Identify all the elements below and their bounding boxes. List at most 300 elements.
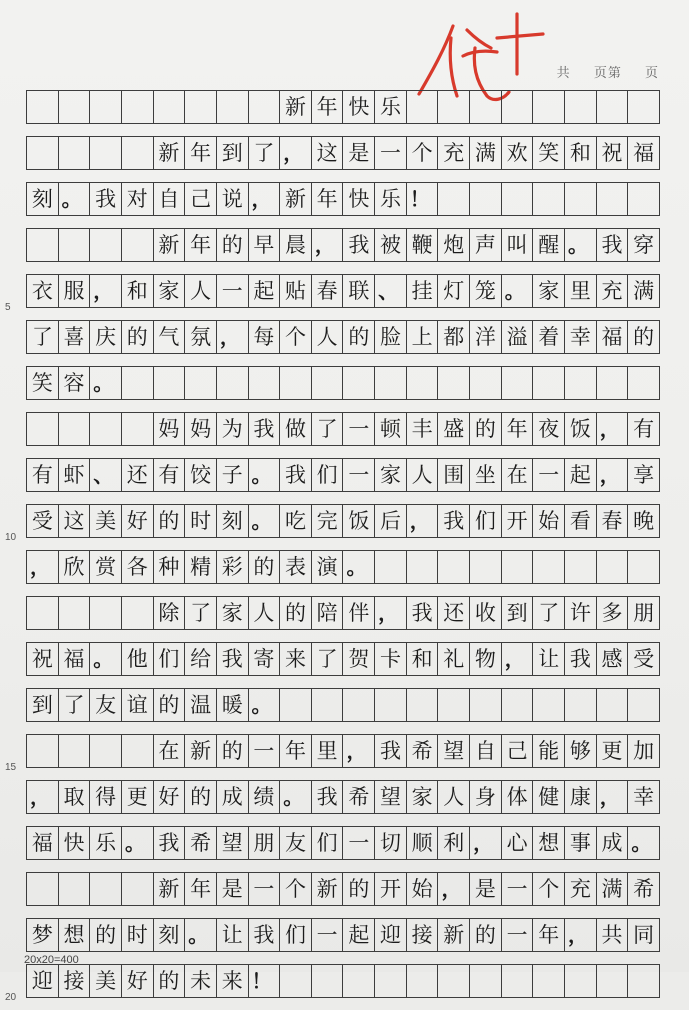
grid-cell: 年: [312, 91, 344, 123]
grid-cell: [312, 367, 344, 399]
grid-cell: 希: [343, 781, 375, 813]
grid-cell: 笑: [27, 367, 59, 399]
grid-cell: 来: [217, 965, 249, 997]
grid-cell: [533, 91, 565, 123]
grid-cell: [27, 229, 59, 261]
grid-cell: 家: [533, 275, 565, 307]
grid-row: [26, 366, 660, 400]
grid-cell: 我: [312, 781, 344, 813]
grid-cell: ，: [343, 735, 375, 767]
grid-cell: 时: [185, 505, 217, 537]
grid-cell: 一: [312, 919, 344, 951]
grid-cell: 后: [375, 505, 407, 537]
grid-row: [5, 964, 660, 1003]
grid-cell: [533, 551, 565, 583]
grid-cell: 家: [407, 781, 439, 813]
grid-cell: 洋: [470, 321, 502, 353]
grid-row: [26, 412, 660, 446]
grid-cell: [407, 965, 439, 997]
grid-cell: [59, 735, 91, 767]
grid-cell: 迎: [375, 919, 407, 951]
grid-cell: 满: [470, 137, 502, 169]
grid-cell: 笼: [470, 275, 502, 307]
grid-cell: 美: [90, 505, 122, 537]
grid-cell: [343, 689, 375, 721]
grid-row: [26, 458, 660, 492]
grid-cell: 接: [407, 919, 439, 951]
grid-cell: 共: [597, 919, 629, 951]
grid-cell: [375, 367, 407, 399]
grid-cell: [502, 91, 534, 123]
grid-cell: 妈: [185, 413, 217, 445]
grid-cell: 我: [249, 919, 281, 951]
grid-cell: [628, 551, 660, 583]
grid-cell: 妈: [154, 413, 186, 445]
grid-cell: 贺: [343, 643, 375, 675]
grid-cell: [597, 183, 629, 215]
grid-cell: 开: [502, 505, 534, 537]
grid-cell: 我: [280, 459, 312, 491]
grid-cell: [502, 551, 534, 583]
grid-cell: 美: [90, 965, 122, 997]
grid-cell: [122, 137, 154, 169]
grid-cell: 我: [154, 827, 186, 859]
grid-cell: 还: [122, 459, 154, 491]
grid-cell: [122, 413, 154, 445]
grid-cell: [533, 367, 565, 399]
grid-cell: [438, 367, 470, 399]
grid-cell: [90, 735, 122, 767]
grid-cell: 家: [217, 597, 249, 629]
grid-cell: [628, 689, 660, 721]
grid-cell: [27, 91, 59, 123]
grid-cell: [249, 367, 281, 399]
grid-cell: 许: [565, 597, 597, 629]
grid-row: [5, 274, 660, 313]
grid-cell: 人: [185, 275, 217, 307]
grid-row: [26, 596, 660, 630]
grid-cell: 望: [438, 735, 470, 767]
grid-cell: [470, 551, 502, 583]
grid-cell: [312, 965, 344, 997]
grid-cell: ，: [597, 459, 629, 491]
grid-cell: 里: [312, 735, 344, 767]
grid-cell: [280, 689, 312, 721]
grid-cell: 暖: [217, 689, 249, 721]
grid-cell: 饭: [565, 413, 597, 445]
grid-cell: 同: [628, 919, 660, 951]
grid-row: [26, 320, 660, 354]
grid-cell: 谊: [122, 689, 154, 721]
grid-cell: 身: [470, 781, 502, 813]
grid-cell: [375, 965, 407, 997]
grid-capacity-label: 20x20=400: [24, 954, 79, 966]
grid-cell: 的: [122, 321, 154, 353]
grid-cell: 感: [597, 643, 629, 675]
grid-cell: 被: [375, 229, 407, 261]
grid-cell: 完: [312, 505, 344, 537]
grid-cell: ，: [90, 275, 122, 307]
grid-cell: 温: [185, 689, 217, 721]
grid-cell: 有: [628, 413, 660, 445]
grid-cell: [565, 551, 597, 583]
grid-cell: 乐: [90, 827, 122, 859]
grid-cell: 礼: [438, 643, 470, 675]
grid-cell: 为: [217, 413, 249, 445]
grid-cell: [27, 873, 59, 905]
grid-cell: 够: [565, 735, 597, 767]
grid-cell: [154, 91, 186, 123]
grid-cell: [27, 735, 59, 767]
grid-cell: 到: [27, 689, 59, 721]
grid-cell: [565, 91, 597, 123]
grid-cell: 他: [122, 643, 154, 675]
grid-cell: 事: [565, 827, 597, 859]
grid-cell: 一: [533, 459, 565, 491]
grid-cell: 。: [90, 643, 122, 675]
grid-cell: 。: [628, 827, 660, 859]
grid-cell: [565, 367, 597, 399]
grid-cell: [27, 137, 59, 169]
grid-cell: 在: [154, 735, 186, 767]
grid-cell: ，: [280, 137, 312, 169]
grid-cell: 有: [27, 459, 59, 491]
grid-cell: 希: [628, 873, 660, 905]
grid-cell: 希: [407, 735, 439, 767]
grid-cell: 了: [249, 137, 281, 169]
grid-cell: 除: [154, 597, 186, 629]
grid-row: [26, 688, 660, 722]
grid-cell: ，: [597, 781, 629, 813]
grid-cell: [470, 367, 502, 399]
grid-cell: [565, 965, 597, 997]
grid-cell: 了: [27, 321, 59, 353]
grid-cell: 晨: [280, 229, 312, 261]
grid-cell: 充: [565, 873, 597, 905]
grid-cell: 己: [185, 183, 217, 215]
grid-cell: 一: [502, 919, 534, 951]
grid-cell: 了: [312, 413, 344, 445]
grid-cell: 望: [217, 827, 249, 859]
grid-cell: 容: [59, 367, 91, 399]
grid-cell: 里: [565, 275, 597, 307]
grid-cell: 夜: [533, 413, 565, 445]
grid-cell: 好: [122, 505, 154, 537]
grid-cell: 们: [312, 827, 344, 859]
grid-cell: [27, 413, 59, 445]
grid-cell: 了: [185, 597, 217, 629]
grid-cell: 服: [59, 275, 91, 307]
grid-cell: [533, 183, 565, 215]
grid-cell: 衣: [27, 275, 59, 307]
grid-row: [26, 550, 660, 584]
grid-cell: 个: [280, 873, 312, 905]
grid-cell: 家: [375, 459, 407, 491]
grid-cell: 炮: [438, 229, 470, 261]
grid-cell: 彩: [217, 551, 249, 583]
grid-cell: 。: [565, 229, 597, 261]
grid-cell: [597, 367, 629, 399]
grid-row: [26, 826, 660, 860]
grid-cell: 快: [59, 827, 91, 859]
grid-cell: 的: [280, 597, 312, 629]
grid-cell: 种: [154, 551, 186, 583]
grid-cell: 切: [375, 827, 407, 859]
grid-cell: 的: [217, 229, 249, 261]
grid-cell: 挂: [407, 275, 439, 307]
grid-cell: 欣: [59, 551, 91, 583]
grid-cell: 福: [59, 643, 91, 675]
grid-cell: 新: [438, 919, 470, 951]
grid-cell: [59, 91, 91, 123]
grid-cell: 赏: [90, 551, 122, 583]
grid-cell: 是: [343, 137, 375, 169]
grid-cell: 。: [502, 275, 534, 307]
grid-cell: [502, 367, 534, 399]
grid-row: [26, 872, 660, 906]
grid-cell: 一: [217, 275, 249, 307]
grid-cell: 了: [533, 597, 565, 629]
grid-cell: 个: [280, 321, 312, 353]
grid-cell: [185, 367, 217, 399]
grid-cell: 健: [533, 781, 565, 813]
grid-row: [26, 182, 660, 216]
grid-cell: [59, 229, 91, 261]
grid-cell: [438, 689, 470, 721]
grid-cell: [628, 965, 660, 997]
grid-cell: [375, 689, 407, 721]
grid-cell: [185, 91, 217, 123]
grid-cell: ，: [312, 229, 344, 261]
grid-cell: 我: [343, 229, 375, 261]
grid-cell: 还: [438, 597, 470, 629]
grid-cell: 卡: [375, 643, 407, 675]
grid-cell: 受: [27, 505, 59, 537]
grid-cell: 这: [59, 505, 91, 537]
grid-cell: 快: [343, 183, 375, 215]
grid-cell: 享: [628, 459, 660, 491]
grid-cell: 友: [280, 827, 312, 859]
grid-cell: 是: [217, 873, 249, 905]
grid-cell: 充: [438, 137, 470, 169]
grid-row: [26, 918, 660, 952]
grid-cell: 的: [470, 919, 502, 951]
grid-row: [26, 136, 660, 170]
page-header: [551, 62, 659, 81]
grid-cell: [502, 183, 534, 215]
grid-cell: [470, 183, 502, 215]
grid-cell: 到: [502, 597, 534, 629]
grid-cell: 康: [565, 781, 597, 813]
grid-cell: 一: [502, 873, 534, 905]
grid-cell: 成: [597, 827, 629, 859]
grid-cell: 迎: [27, 965, 59, 997]
grid-cell: 贴: [280, 275, 312, 307]
grid-cell: 祝: [27, 643, 59, 675]
grid-cell: 好: [154, 781, 186, 813]
grid-cell: 刻: [217, 505, 249, 537]
grid-cell: 我: [249, 413, 281, 445]
grid-cell: [470, 965, 502, 997]
grid-cell: 每: [249, 321, 281, 353]
grid-cell: [90, 91, 122, 123]
grid-cell: [217, 367, 249, 399]
grid-cell: [407, 367, 439, 399]
grid-cell: 我: [217, 643, 249, 675]
grid-cell: 欢: [502, 137, 534, 169]
grid-cell: [90, 229, 122, 261]
grid-cell: [59, 413, 91, 445]
grid-cell: 。: [249, 689, 281, 721]
grid-cell: 物: [470, 643, 502, 675]
grid-cell: 是: [470, 873, 502, 905]
grid-cell: 穿: [628, 229, 660, 261]
grid-cell: 更: [597, 735, 629, 767]
grid-cell: 一: [343, 459, 375, 491]
grid-cell: 。: [343, 551, 375, 583]
grid-cell: 丰: [407, 413, 439, 445]
grid-cell: 乐: [375, 91, 407, 123]
grid-cell: 我: [90, 183, 122, 215]
grid-cell: 和: [407, 643, 439, 675]
grid-cell: 吃: [280, 505, 312, 537]
grid-cell: ，: [565, 919, 597, 951]
grid-cell: 联: [343, 275, 375, 307]
grid-cell: 一: [343, 413, 375, 445]
grid-cell: 和: [122, 275, 154, 307]
grid-cell: 看: [565, 505, 597, 537]
grid-cell: 有: [154, 459, 186, 491]
grid-cell: [597, 689, 629, 721]
grid-cell: 盛: [438, 413, 470, 445]
grid-cell: [59, 137, 91, 169]
grid-cell: 的: [90, 919, 122, 951]
grid-cell: 春: [597, 505, 629, 537]
grid-cell: 未: [185, 965, 217, 997]
grid-cell: 充: [597, 275, 629, 307]
grid-cell: 饭: [343, 505, 375, 537]
grid-cell: 快: [343, 91, 375, 123]
grid-cell: [407, 91, 439, 123]
grid-cell: 新: [154, 137, 186, 169]
grid-cell: 笑: [533, 137, 565, 169]
grid-cell: ，: [407, 505, 439, 537]
grid-cell: [407, 689, 439, 721]
grid-cell: [628, 183, 660, 215]
grid-cell: 年: [533, 919, 565, 951]
grid-cell: 对: [122, 183, 154, 215]
grid-cell: 陪: [312, 597, 344, 629]
grid-cell: 的: [154, 965, 186, 997]
grid-cell: 。: [280, 781, 312, 813]
grid-cell: 围: [438, 459, 470, 491]
grid-row: [5, 734, 660, 773]
grid-cell: 祝: [597, 137, 629, 169]
grid-cell: ，: [502, 643, 534, 675]
grid-cell: ，: [438, 873, 470, 905]
grid-cell: [470, 689, 502, 721]
grid-cell: 多: [597, 597, 629, 629]
grid-cell: 在: [502, 459, 534, 491]
grid-cell: 精: [185, 551, 217, 583]
grid-cell: 顺: [407, 827, 439, 859]
grid-cell: 新: [154, 229, 186, 261]
grid-cell: 刻: [27, 183, 59, 215]
grid-cell: 的: [343, 873, 375, 905]
grid-cell: [597, 965, 629, 997]
grid-cell: [280, 367, 312, 399]
grid-cell: 满: [597, 873, 629, 905]
grid-cell: 满: [628, 275, 660, 307]
grid-cell: 的: [154, 689, 186, 721]
grid-cell: 新: [312, 873, 344, 905]
grid-cell: 起: [249, 275, 281, 307]
grid-cell: ，: [249, 183, 281, 215]
grid-row: [5, 504, 660, 543]
grid-cell: 、: [375, 275, 407, 307]
line-number: 5: [5, 302, 11, 313]
grid-cell: [438, 965, 470, 997]
grid-cell: 新: [185, 735, 217, 767]
grid-cell: 望: [375, 781, 407, 813]
grid-cell: 好: [122, 965, 154, 997]
grid-cell: 和: [565, 137, 597, 169]
grid-cell: 说: [217, 183, 249, 215]
grid-cell: 自: [154, 183, 186, 215]
grid-cell: 各: [122, 551, 154, 583]
grid-cell: 着: [533, 321, 565, 353]
grid-row: [26, 780, 660, 814]
grid-cell: 来: [280, 643, 312, 675]
grid-cell: [90, 873, 122, 905]
grid-cell: 。: [59, 183, 91, 215]
grid-cell: 新: [280, 183, 312, 215]
grid-cell: 的: [249, 551, 281, 583]
grid-cell: ，: [217, 321, 249, 353]
grid-cell: [122, 91, 154, 123]
grid-cell: 人: [407, 459, 439, 491]
grid-cell: [122, 735, 154, 767]
grid-cell: 始: [407, 873, 439, 905]
grid-cell: [90, 137, 122, 169]
grid-cell: 演: [312, 551, 344, 583]
grid-cell: 幸: [628, 781, 660, 813]
grid-cell: 人: [312, 321, 344, 353]
grid-cell: 庆: [90, 321, 122, 353]
grid-cell: ，: [597, 413, 629, 445]
grid-cell: 让: [217, 919, 249, 951]
grid-cell: ，: [27, 551, 59, 583]
grid-cell: [565, 183, 597, 215]
grid-cell: [565, 689, 597, 721]
grid-cell: 家: [154, 275, 186, 307]
grid-cell: 喜: [59, 321, 91, 353]
grid-cell: 年: [502, 413, 534, 445]
grid-cell: 梦: [27, 919, 59, 951]
grid-cell: 更: [122, 781, 154, 813]
grid-cell: 溢: [502, 321, 534, 353]
grid-cell: [375, 551, 407, 583]
grid-cell: 己: [502, 735, 534, 767]
grid-cell: 灯: [438, 275, 470, 307]
line-number: 15: [5, 762, 17, 773]
grid-cell: 福: [628, 137, 660, 169]
grid-cell: 醒: [533, 229, 565, 261]
grid-cell: 开: [375, 873, 407, 905]
grid-cell: [280, 965, 312, 997]
grid-cell: [59, 873, 91, 905]
grid-cell: 的: [628, 321, 660, 353]
